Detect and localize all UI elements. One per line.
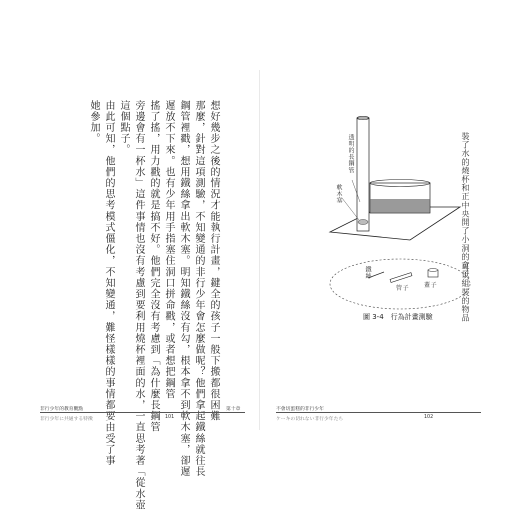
text-column: 搖了搖，用力戳的就是搞不好。他們完全沒有考慮到「為什麼長鋼管 [148,100,159,433]
chapter-mark: 第十章 [226,407,241,412]
footer-rule [276,412,481,413]
footer-subtitle: 非行少年に共通する特徴 [40,417,93,422]
text-column: 那麼，針對這項測驗，不知變通的非行少年會怎麼做呢？他們拿起鐵絲就往長 [193,100,204,478]
footer-title: 不會切蛋糕的非行少年 [276,407,324,412]
label-wire: 鐵絲 [364,266,371,280]
footer-rule [40,412,245,413]
cork [358,220,368,225]
pipe [390,273,412,283]
footer-title: 非行少年的教育觀點 [40,407,84,412]
page-number: 102 [424,415,434,420]
side-caption-2: 可以組裝的物品 [461,262,470,323]
label-cork: 軟木塞 [335,184,342,204]
label-pipe: 管子 [396,285,410,292]
beaker-water [371,199,430,213]
text-column: 旁邊會有一杯水」這件事情也沒有考慮到要利用燒杯裡面的水，一直思考著「從水壺 [133,100,144,511]
page-number: 101 [165,415,175,420]
label-tube: 透明的長鋼管 [347,134,354,174]
behavior-plan-figure [260,0,520,500]
label-lid: 蓋子 [424,282,438,289]
text-column: 她參加。 [88,100,99,145]
side-caption: 裝了水的燒杯和正中央開了小洞的盒子 [461,132,470,279]
text-column: 遲放不下來。也有少年用手指塞住洞口拼命戳，或者想把鋼管 [163,100,174,400]
text-column: 想好幾步之後的情況才能執行計畫，鍵全的孩子一般下搬都很困難 [208,100,219,422]
text-column: 由此可知，他們的思考模式僵化，不知變通，難怪樣樣的事情都要由受了事 [103,100,114,467]
right-page [260,0,520,500]
text-column: 鋼管裡戳，想用鐵絲拿出軟木塞。明知鐵絲沒有勾，根本拿不到軟木塞，卻遲 [178,100,189,478]
text-column: 這個點子。 [118,100,129,156]
transparent-tube [357,118,369,231]
footer-subtitle: ケーキの切れない非行少年たち [276,417,344,422]
figure-caption: 圖 3-4 行為計畫測驗 [363,313,433,321]
